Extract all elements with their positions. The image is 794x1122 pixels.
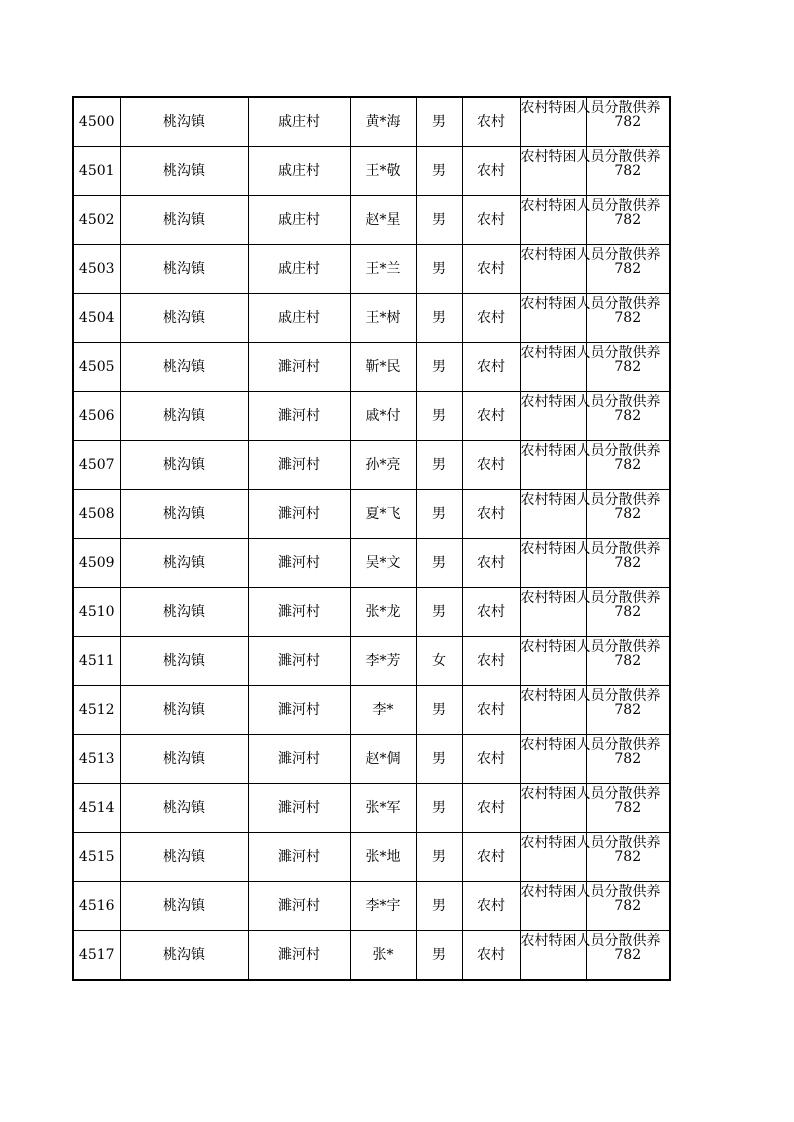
cell-serial-number: 4516 (73, 882, 120, 931)
cell-person-name: 张*地 (350, 833, 416, 882)
cell-serial-number: 4500 (73, 97, 120, 147)
cell-gender: 男 (416, 294, 462, 343)
cell-village: 濉河村 (248, 931, 350, 981)
cell-village: 濉河村 (248, 343, 350, 392)
cell-serial-number: 4515 (73, 833, 120, 882)
cell-person-name: 张*龙 (350, 588, 416, 637)
cell-area-type: 农村 (462, 735, 520, 784)
cell-area-type: 农村 (462, 294, 520, 343)
cell-person-name: 王*敬 (350, 147, 416, 196)
cell-area-type: 农村 (462, 97, 520, 147)
table-row (73, 245, 670, 294)
table-row (73, 294, 670, 343)
cell-area-type: 农村 (462, 392, 520, 441)
cell-amount: 782 (586, 196, 670, 245)
table-row (73, 588, 670, 637)
cell-village: 濉河村 (248, 539, 350, 588)
cell-gender: 男 (416, 441, 462, 490)
category-text: 农村特困人员分散供养 (520, 638, 661, 655)
category-text: 农村特困人员分散供养 (520, 246, 661, 263)
cell-village: 濉河村 (248, 637, 350, 686)
cell-town: 桃沟镇 (120, 882, 248, 931)
cell-town: 桃沟镇 (120, 196, 248, 245)
cell-amount: 782 (586, 490, 670, 539)
cell-amount: 782 (586, 343, 670, 392)
cell-gender: 男 (416, 833, 462, 882)
cell-amount: 782 (586, 833, 670, 882)
cell-town: 桃沟镇 (120, 343, 248, 392)
category-text: 农村特困人员分散供养 (520, 687, 661, 704)
cell-town: 桃沟镇 (120, 735, 248, 784)
cell-town: 桃沟镇 (120, 392, 248, 441)
table-row (73, 735, 670, 784)
cell-serial-number: 4507 (73, 441, 120, 490)
cell-person-name: 李* (350, 686, 416, 735)
cell-amount: 782 (586, 539, 670, 588)
cell-gender: 男 (416, 490, 462, 539)
cell-village: 濉河村 (248, 686, 350, 735)
cell-area-type: 农村 (462, 539, 520, 588)
cell-serial-number: 4517 (73, 931, 120, 981)
cell-village: 濉河村 (248, 392, 350, 441)
cell-amount: 782 (586, 637, 670, 686)
cell-area-type: 农村 (462, 686, 520, 735)
cell-amount: 782 (586, 931, 670, 981)
cell-person-name: 黄*海 (350, 97, 416, 147)
cell-serial-number: 4514 (73, 784, 120, 833)
cell-gender: 男 (416, 588, 462, 637)
cell-serial-number: 4504 (73, 294, 120, 343)
cell-village: 濉河村 (248, 490, 350, 539)
cell-person-name: 李*芳 (350, 637, 416, 686)
cell-area-type: 农村 (462, 147, 520, 196)
cell-amount: 782 (586, 147, 670, 196)
category-text: 农村特困人员分散供养 (520, 197, 661, 214)
table-row (73, 97, 670, 147)
cell-amount: 782 (586, 882, 670, 931)
cell-town: 桃沟镇 (120, 97, 248, 147)
cell-village: 濉河村 (248, 833, 350, 882)
table-row (73, 490, 670, 539)
cell-village: 濉河村 (248, 735, 350, 784)
cell-town: 桃沟镇 (120, 147, 248, 196)
cell-area-type: 农村 (462, 784, 520, 833)
cell-serial-number: 4513 (73, 735, 120, 784)
cell-area-type: 农村 (462, 196, 520, 245)
cell-serial-number: 4506 (73, 392, 120, 441)
cell-serial-number: 4502 (73, 196, 120, 245)
table-row (73, 441, 670, 490)
cell-amount: 782 (586, 441, 670, 490)
table-row (73, 343, 670, 392)
cell-amount: 782 (586, 686, 670, 735)
category-text: 农村特困人员分散供养 (520, 932, 661, 949)
category-text: 农村特困人员分散供养 (520, 491, 661, 508)
cell-amount: 782 (586, 784, 670, 833)
table-row (73, 686, 670, 735)
cell-town: 桃沟镇 (120, 294, 248, 343)
cell-town: 桃沟镇 (120, 637, 248, 686)
cell-serial-number: 4503 (73, 245, 120, 294)
cell-area-type: 农村 (462, 882, 520, 931)
cell-area-type: 农村 (462, 931, 520, 981)
cell-area-type: 农村 (462, 637, 520, 686)
cell-serial-number: 4511 (73, 637, 120, 686)
cell-person-name: 靳*民 (350, 343, 416, 392)
table-body (73, 97, 670, 980)
cell-village: 濉河村 (248, 588, 350, 637)
cell-gender: 男 (416, 686, 462, 735)
cell-area-type: 农村 (462, 343, 520, 392)
cell-person-name: 吴*文 (350, 539, 416, 588)
assistance-table (72, 96, 671, 981)
cell-town: 桃沟镇 (120, 490, 248, 539)
table-row (73, 882, 670, 931)
cell-amount: 782 (586, 588, 670, 637)
category-text: 农村特困人员分散供养 (520, 99, 661, 116)
cell-area-type: 农村 (462, 441, 520, 490)
cell-area-type: 农村 (462, 833, 520, 882)
cell-gender: 男 (416, 196, 462, 245)
category-text: 农村特困人员分散供养 (520, 834, 661, 851)
category-text: 农村特困人员分散供养 (520, 393, 661, 410)
cell-person-name: 赵*星 (350, 196, 416, 245)
cell-gender: 男 (416, 245, 462, 294)
cell-town: 桃沟镇 (120, 588, 248, 637)
cell-serial-number: 4501 (73, 147, 120, 196)
cell-area-type: 农村 (462, 588, 520, 637)
table-row (73, 931, 670, 981)
cell-gender: 男 (416, 392, 462, 441)
category-text: 农村特困人员分散供养 (520, 883, 661, 900)
table-row (73, 637, 670, 686)
cell-village: 戚庄村 (248, 147, 350, 196)
cell-town: 桃沟镇 (120, 441, 248, 490)
category-text: 农村特困人员分散供养 (520, 442, 661, 459)
cell-gender: 女 (416, 637, 462, 686)
cell-gender: 男 (416, 539, 462, 588)
cell-person-name: 赵*倜 (350, 735, 416, 784)
table-row (73, 539, 670, 588)
category-text: 农村特困人员分散供养 (520, 148, 661, 165)
cell-person-name: 夏*飞 (350, 490, 416, 539)
cell-village: 戚庄村 (248, 196, 350, 245)
cell-gender: 男 (416, 784, 462, 833)
cell-person-name: 张* (350, 931, 416, 981)
cell-serial-number: 4505 (73, 343, 120, 392)
cell-village: 戚庄村 (248, 294, 350, 343)
category-text: 农村特困人员分散供养 (520, 589, 661, 606)
table-row (73, 392, 670, 441)
cell-gender: 男 (416, 97, 462, 147)
category-text: 农村特困人员分散供养 (520, 540, 661, 557)
cell-person-name: 王*树 (350, 294, 416, 343)
cell-gender: 男 (416, 147, 462, 196)
cell-town: 桃沟镇 (120, 833, 248, 882)
cell-serial-number: 4508 (73, 490, 120, 539)
cell-person-name: 王*兰 (350, 245, 416, 294)
category-text: 农村特困人员分散供养 (520, 736, 661, 753)
cell-town: 桃沟镇 (120, 784, 248, 833)
cell-gender: 男 (416, 343, 462, 392)
cell-person-name: 李*宇 (350, 882, 416, 931)
cell-area-type: 农村 (462, 490, 520, 539)
cell-village: 濉河村 (248, 784, 350, 833)
cell-serial-number: 4509 (73, 539, 120, 588)
cell-town: 桃沟镇 (120, 539, 248, 588)
table-row (73, 147, 670, 196)
cell-serial-number: 4510 (73, 588, 120, 637)
cell-village: 濉河村 (248, 882, 350, 931)
cell-amount: 782 (586, 735, 670, 784)
cell-amount: 782 (586, 294, 670, 343)
cell-person-name: 张*军 (350, 784, 416, 833)
category-text: 农村特困人员分散供养 (520, 785, 661, 802)
cell-gender: 男 (416, 931, 462, 981)
cell-village: 戚庄村 (248, 97, 350, 147)
cell-amount: 782 (586, 245, 670, 294)
cell-amount: 782 (586, 392, 670, 441)
category-text: 农村特困人员分散供养 (520, 295, 661, 312)
cell-area-type: 农村 (462, 245, 520, 294)
cell-person-name: 戚*付 (350, 392, 416, 441)
cell-gender: 男 (416, 882, 462, 931)
cell-amount: 782 (586, 97, 670, 147)
cell-village: 濉河村 (248, 441, 350, 490)
cell-town: 桃沟镇 (120, 245, 248, 294)
cell-person-name: 孙*亮 (350, 441, 416, 490)
table-row (73, 784, 670, 833)
cell-town: 桃沟镇 (120, 931, 248, 981)
table-row (73, 833, 670, 882)
cell-town: 桃沟镇 (120, 686, 248, 735)
table-row (73, 196, 670, 245)
cell-serial-number: 4512 (73, 686, 120, 735)
cell-gender: 男 (416, 735, 462, 784)
category-text: 农村特困人员分散供养 (520, 344, 661, 361)
cell-village: 戚庄村 (248, 245, 350, 294)
